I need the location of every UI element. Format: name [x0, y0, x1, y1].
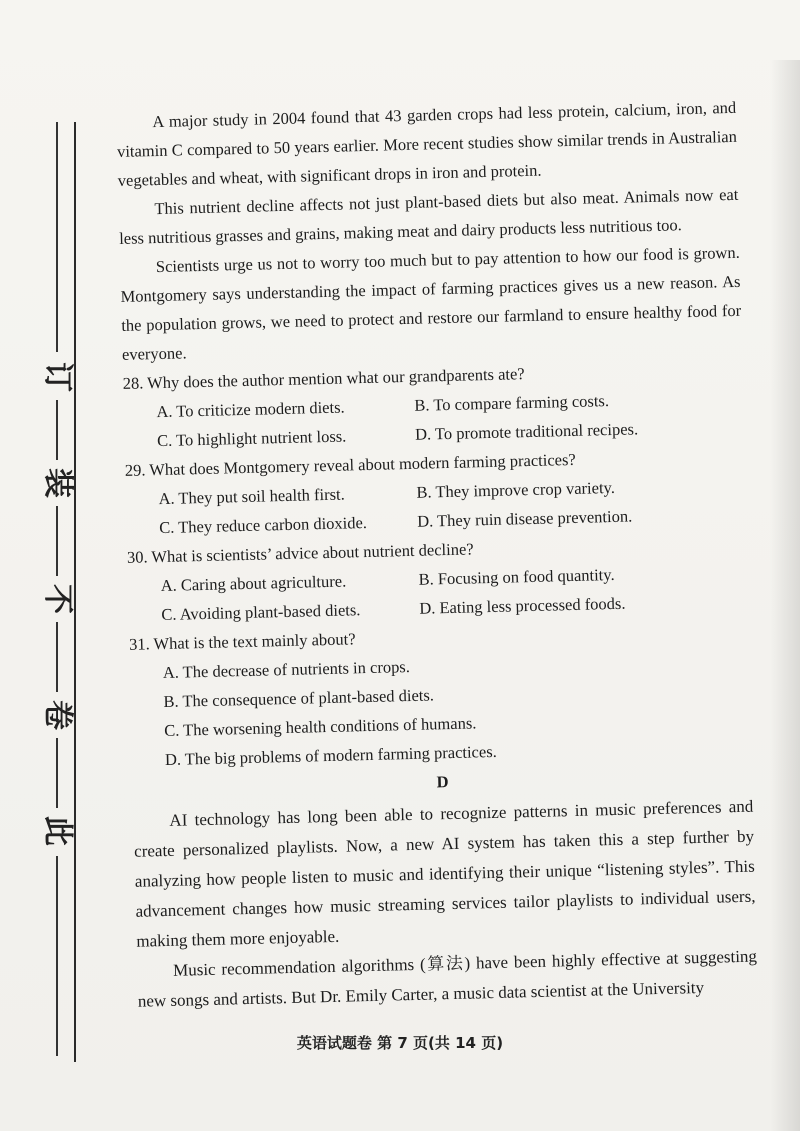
option-c: C. Avoiding plant-based diets.	[161, 600, 361, 625]
margin-char: 订	[41, 362, 74, 392]
margin-char: 此	[41, 816, 74, 846]
option-c: C. To highlight nutrient loss.	[156, 426, 347, 451]
margin-dash	[56, 506, 58, 576]
page-edge-shadow	[770, 60, 800, 1131]
question-28	[122, 354, 744, 456]
margin-char: 装	[41, 468, 74, 498]
option-b: B. They improve crop variety.	[416, 477, 616, 502]
page-footer: 英语试题卷 第 7 页(共 14 页)	[296, 1034, 504, 1052]
question-options	[129, 644, 752, 775]
option-a: A. The decrease of nutrients in crops.	[162, 656, 411, 683]
margin-dash	[56, 400, 58, 460]
option-a: A. Caring about agriculture.	[160, 571, 347, 596]
question-stem: 31. What is the text mainly about?	[128, 629, 356, 654]
margin-char: 不	[41, 584, 74, 614]
option-a: A. To criticize modern diets.	[156, 397, 345, 422]
question-30	[127, 528, 749, 630]
option-c: C. The worsening health conditions of humans.	[163, 713, 477, 741]
option-a: A. They put soil health first.	[158, 484, 345, 509]
margin-dash	[56, 122, 58, 352]
margin-char: 卷	[41, 700, 74, 730]
option-b: B. The consequence of plant-based diets.	[163, 685, 435, 712]
passage-d-paragraph: AI technology has long been able to recognize patterns in music preferences and create personalized playlists. Now, a new AI system has taken this a step further by analyzing how people listen to music and identifying their unique “listening styles”. This advancement changes how music streaming services tailor playlists to individual users, making them more enjoyable.	[133, 796, 756, 951]
option-d: D. They ruin disease prevention.	[416, 506, 633, 531]
margin-dash	[56, 738, 58, 808]
option-d: D. The big problems of modern farming practices.	[164, 741, 497, 769]
section-d-heading: D	[436, 772, 449, 792]
option-b: B. Focusing on food quantity.	[418, 564, 615, 589]
option-b: B. To compare farming costs.	[414, 391, 610, 415]
question-31	[129, 615, 752, 775]
question-29	[125, 441, 747, 543]
question-stem: 30. What is scientists’ advice about nutrient decline?	[126, 539, 474, 567]
margin-dash	[56, 622, 58, 692]
margin-dash	[56, 856, 58, 1056]
question-stem: 29. What does Montgomery reveal about modern farming practices?	[124, 449, 576, 480]
binding-line	[74, 122, 76, 1062]
option-d: D. To promote traditional recipes.	[414, 419, 639, 444]
option-c: C. They reduce carbon dioxide.	[159, 512, 368, 538]
option-d: D. Eating less processed foods.	[419, 593, 626, 618]
passage-c-paragraph: Scientists urge us not to worry too much but to pay attention to how our food is grown. Montgomery says understanding the impact of farming practices gives us a new reason. As the population grows, we need to protect and restore our farmland to ensure healthy food for everyone.	[120, 242, 742, 364]
passage-c-paragraph: A major study in 2004 found that 43 garden crops had less protein, calcium, iron, and vitamin C compared to 50 years earlier. More recent studies show similar trends in Australian vegetables and wheat, with significant drops in iron and protein.	[116, 97, 738, 190]
passage-d-paragraph: Music recommendation algorithms (算法) have been highly effective at suggesting new songs and artists. But Dr. Emily Carter, a music data scientist at the University	[137, 946, 758, 1011]
exam-content	[116, 93, 758, 1017]
question-stem: 28. Why does the author mention what our grandparents ate?	[122, 364, 525, 393]
passage-c-paragraph: This nutrient decline affects not just plant-based diets but also meat. Animals now eat less nutritious grasses and grains, making meat and dairy products less nutritious too.	[118, 184, 739, 248]
